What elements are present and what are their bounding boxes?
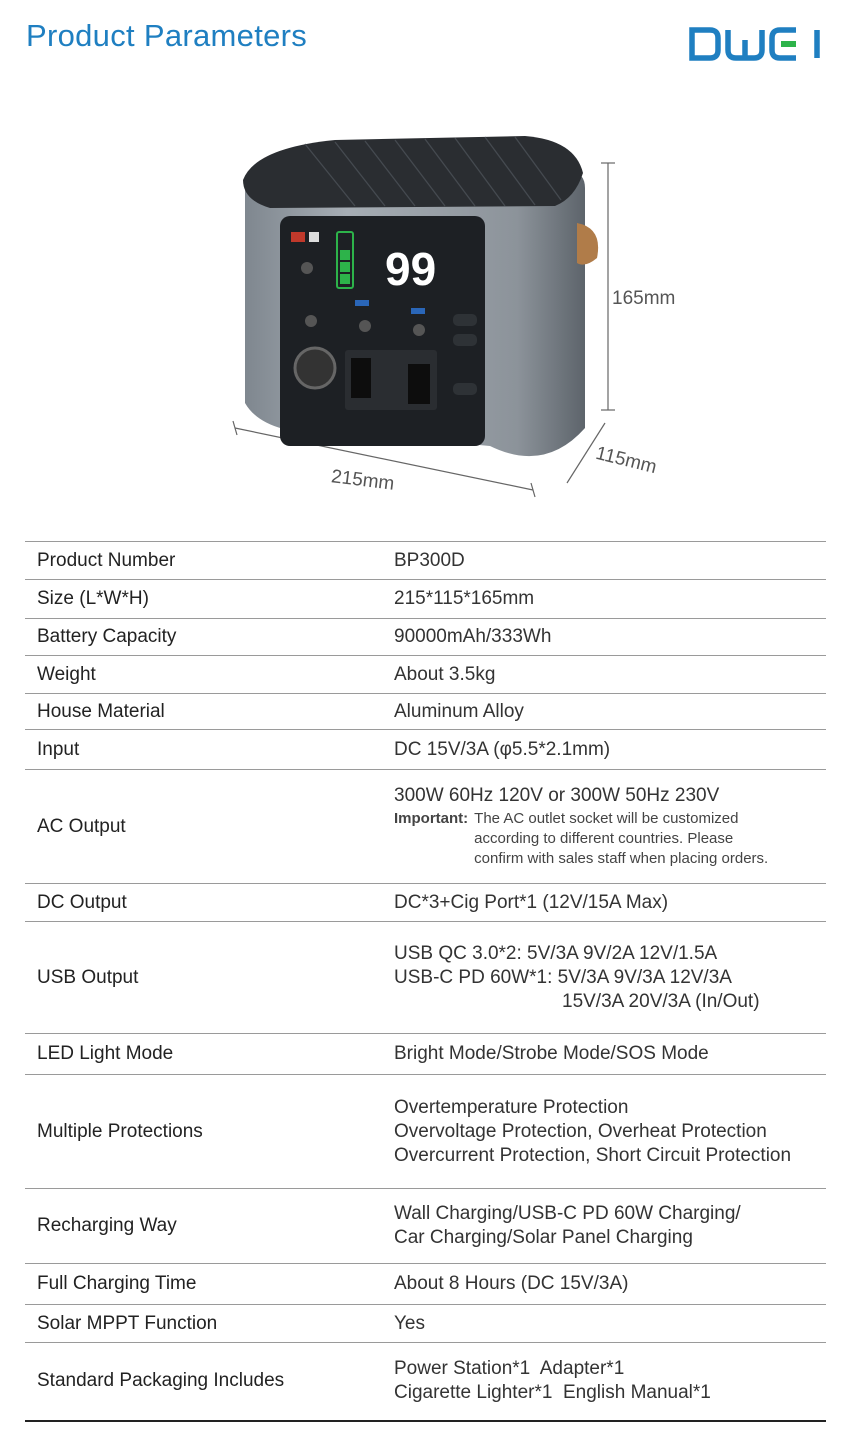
important-label: Important: [394,810,469,827]
spec-value: DC*3+Cig Port*1 (12V/15A Max) [382,884,826,922]
spec-label: Solar MPPT Function [25,1305,382,1343]
note-line: according to different countries. Please [474,830,734,847]
length-dimension: 215mm [330,466,396,495]
spec-value-line: 15V/3A 20V/3A (In/Out) [562,990,760,1012]
spec-value-line: USB-C PD 60W*1: 5V/3A 9V/3A 12V/3A [394,966,732,988]
table-row [25,1189,826,1264]
spec-value-line: Overtemperature Protection [394,1096,629,1118]
spec-value: About 3.5kg [382,656,826,694]
width-dimension: 115mm [593,442,659,479]
spec-label: Multiple Protections [25,1075,382,1189]
table-row [25,1034,826,1075]
spec-label: LED Light Mode [25,1034,382,1075]
table-row [25,619,826,656]
spec-label: DC Output [25,884,382,922]
spec-value: Bright Mode/Strobe Mode/SOS Mode [382,1034,826,1075]
note-line: The AC outlet socket will be customized [474,810,739,827]
spec-label: USB Output [25,922,382,1034]
table-row [25,694,826,730]
table-row [25,770,826,884]
table-row [25,1264,826,1305]
height-dimension: 165mm [612,288,676,309]
spec-value: DC 15V/3A (φ5.5*2.1mm) [382,730,826,770]
spec-label: Battery Capacity [25,619,382,656]
spec-label: Size (L*W*H) [25,580,382,619]
table-row [25,730,826,770]
spec-label: Full Charging Time [25,1264,382,1305]
spec-value: 300W 60Hz 120V or 300W 50Hz 230V [394,785,720,806]
page-title: Product Parameters [26,18,308,53]
table-row [25,922,826,1034]
dwei-logo [688,26,828,62]
spec-label: Recharging Way [25,1189,382,1264]
spec-value-line: Power Station*1 Adapter*1 [394,1358,625,1380]
spec-table [25,541,826,1422]
spec-value: Aluminum Alloy [382,694,826,730]
spec-value-line: Wall Charging/USB-C PD 60W Charging/ [394,1203,741,1224]
important-note [394,809,826,869]
spec-value: About 8 Hours (DC 15V/3A) [382,1264,826,1305]
spec-label: Input [25,730,382,770]
table-row [25,1343,826,1421]
spec-value-line: Car Charging/Solar Panel Charging [394,1227,693,1248]
table-row [25,580,826,619]
table-row [25,884,826,922]
spec-value: BP300D [382,542,826,580]
spec-value: 215*115*165mm [382,580,826,619]
table-row [25,1305,826,1343]
spec-value-line: Overvoltage Protection, Overheat Protection [394,1120,767,1142]
display-digits: 99 [385,243,437,295]
spec-value-line: Overcurrent Protection, Short Circuit Protection [394,1144,792,1166]
spec-value: Yes [382,1305,826,1343]
spec-label: Standard Packaging Includes [25,1343,382,1421]
spec-label: House Material [25,694,382,730]
table-row [25,542,826,580]
spec-label: AC Output [25,770,382,884]
spec-value: 90000mAh/333Wh [382,619,826,656]
spec-value-line: Cigarette Lighter*1 English Manual*1 [394,1382,711,1404]
spec-value-line: USB QC 3.0*2: 5V/3A 9V/2A 12V/1.5A [394,942,718,964]
table-row [25,1075,826,1189]
table-row [25,656,826,694]
spec-label: Weight [25,656,382,694]
spec-label: Product Number [25,542,382,580]
note-line: confirm with sales staff when placing orders. [474,850,769,867]
